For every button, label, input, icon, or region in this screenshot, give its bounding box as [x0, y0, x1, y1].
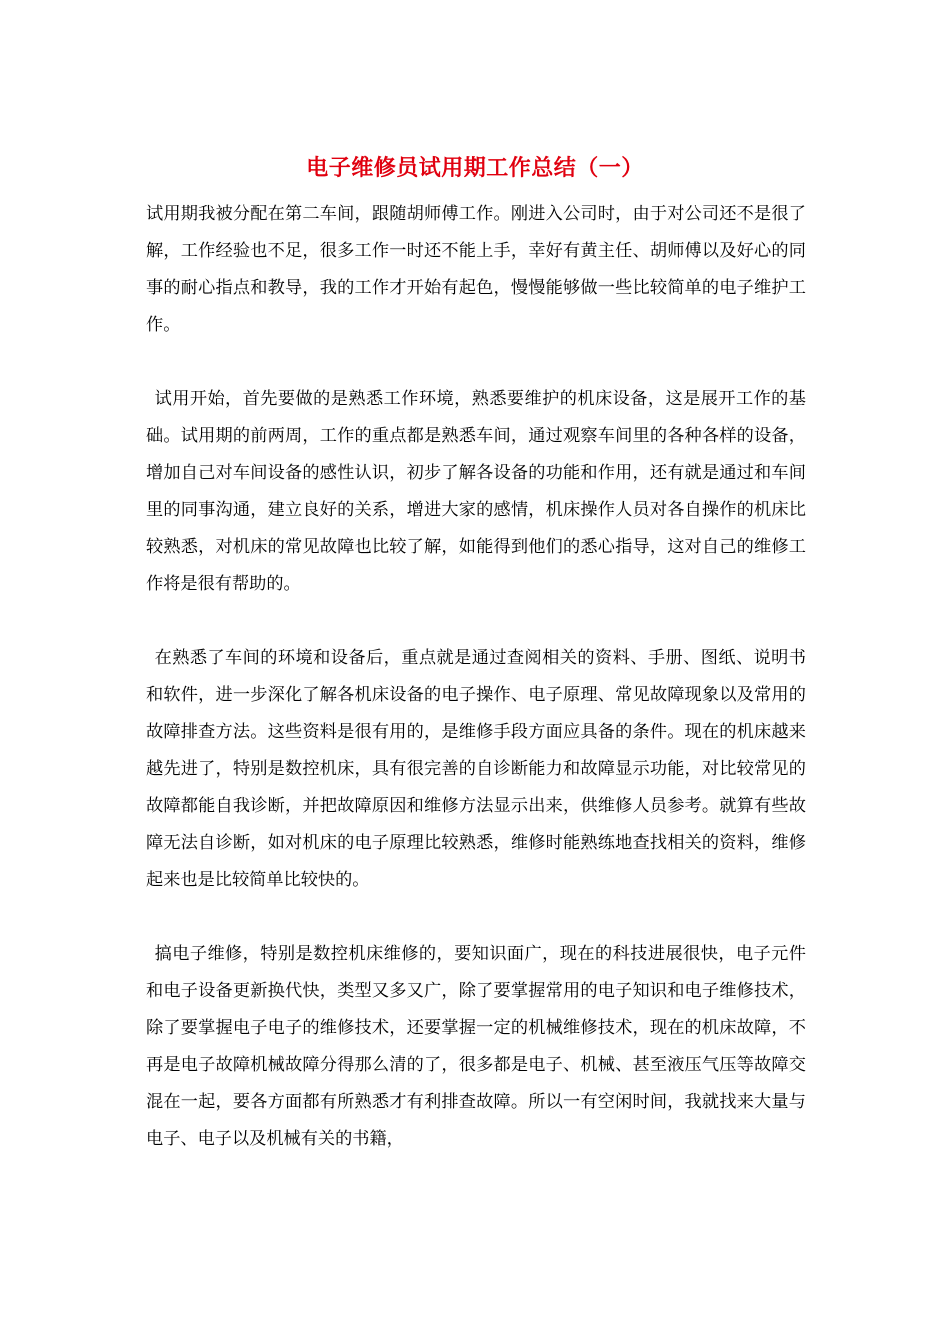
paragraph-3: 在熟悉了车间的环境和设备后，重点就是通过查阅相关的资料、手册、图纸、说明书和软件，进一步深化了解各机床设备的电子操作、电子原理、常见故障现象以及常用的故障排查方法。这些资料是很有用的，是维修手段方面应具备的条件。现在的机床越来越先进了，特别是数控机床，具有很完善的自诊断能力和故障显示功能，对比较常见的故障都能自我诊断，并把故障原因和维修方法显示出来，供维修人员参考。就算有些故障无法自诊断，如对机床的电子原理比较熟悉，维修时能熟练地查找相关的资料，维修起来也是比较简单比较快的。 — [146, 648, 806, 890]
document-title: 电子维修员试用期工作总结（一） — [306, 155, 644, 181]
paragraph-1: 试用期我被分配在第二车间，跟随胡师傅工作。刚进入公司时，由于对公司还不是很了解，工作经验也不足，很多工作一时还不能上手，幸好有黄主任、胡师傅以及好心的同事的耐心指点和教导，我的工作才开始有起色，慢慢能够做一些比较简单的电子维护工作。 — [146, 204, 806, 335]
document-body — [146, 196, 806, 1158]
paragraph-2: 试用开始，首先要做的是熟悉工作环境，熟悉要维护的机床设备，这是展开工作的基础。试用期的前两周，工作的重点都是熟悉车间，通过观察车间里的各种各样的设备，增加自己对车间设备的感性认识，初步了解各设备的功能和作用，还有就是通过和车间里的同事沟通，建立良好的关系，增进大家的感情，机床操作人员对各自操作的机床比较熟悉，对机床的常见故障也比较了解，如能得到他们的悉心指导，这对自己的维修工作将是很有帮助的。 — [146, 389, 806, 594]
paragraph-4: 搞电子维修，特别是数控机床维修的，要知识面广，现在的科技进展很快，电子元件和电子设备更新换代快，类型又多又广，除了要掌握常用的电子知识和电子维修技术，除了要掌握电子电子的维修技术，还要掌握一定的机械维修技术，现在的机床故障，不再是电子故障机械故障分得那么清的了，很多都是电子、机械、甚至液压气压等故障交混在一起，要各方面都有所熟悉才有利排查故障。所以一有空闲时间，我就找来大量与电子、电子以及机械有关的书籍， — [146, 944, 806, 1149]
